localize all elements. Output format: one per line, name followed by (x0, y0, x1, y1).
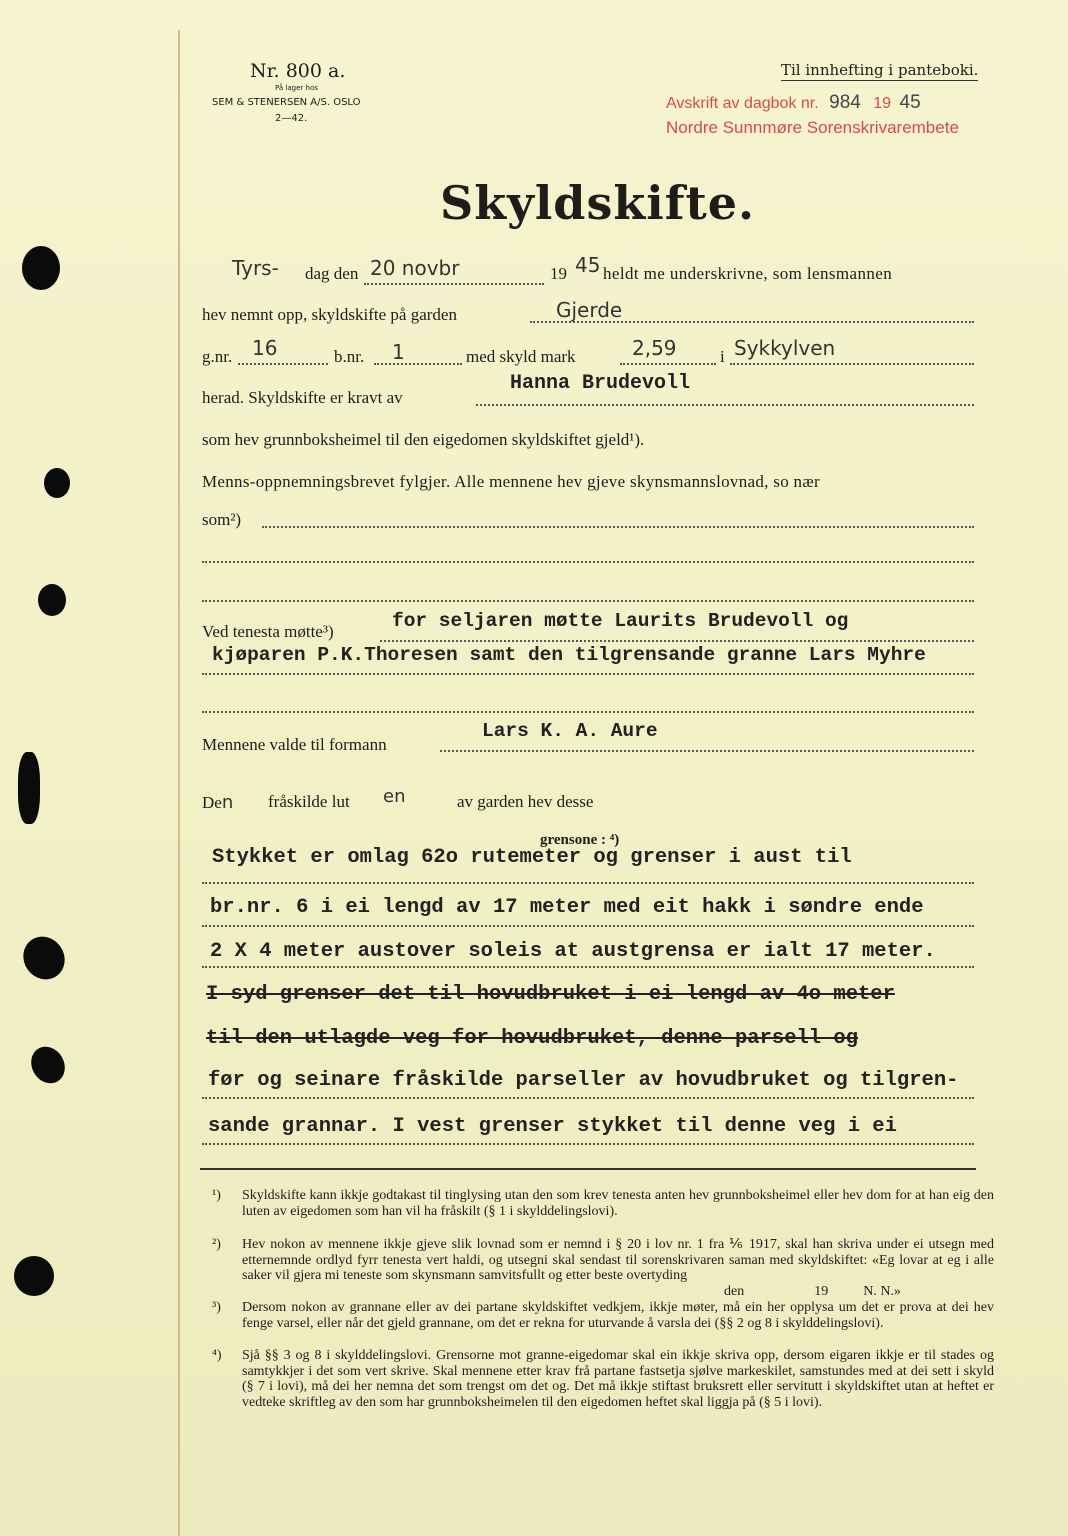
margin-rule (178, 30, 180, 1536)
date-fill-line (364, 283, 544, 285)
office-stamp: Nordre Sunnmøre Sorenskrivarembete (666, 118, 959, 137)
lut-fill: en (383, 786, 406, 807)
skyld-fill-line (620, 363, 716, 365)
weekday-fill: Tyrs- (232, 256, 279, 280)
municipality-fill-line (730, 363, 974, 365)
garden-label: av garden hev desse (457, 792, 594, 811)
formann-fill-line (440, 750, 974, 752)
requester-fill: Hanna Brudevoll (510, 372, 691, 395)
som-label: som²) (202, 510, 242, 529)
grensone-label: grensone : ⁴) (540, 832, 620, 848)
footnote-number: ²) (212, 1237, 221, 1252)
blank-fill-line (202, 600, 974, 602)
requester-fill-line (476, 404, 974, 406)
boundary-line: til den utlagde veg for hovudbruket, denne parsell og (206, 1027, 859, 1050)
date-fill: 20 novbr (370, 256, 460, 280)
footnote-number: ³) (212, 1300, 221, 1315)
boundary-line: sande grannar. I vest grenser stykket til denne veg i ei (208, 1115, 897, 1138)
den-label (202, 792, 233, 813)
boundary-line: br.nr. 6 i ei lengd av 17 meter med eit hakk i søndre ende (210, 896, 924, 919)
formann-label: Mennene valde til formann (202, 735, 387, 754)
dagbok-number: 984 (829, 92, 861, 113)
boundary-line: 2 X 4 meter austover soleis at austgrensa er ialt 17 meter. (210, 940, 936, 963)
bnr-label: b.nr. (334, 347, 365, 366)
attendance-fill-line (202, 673, 974, 675)
footnote-text: Hev nokon av mennene ikkje gjeve slik lovnad som er nemnd i § 20 i lov nr. 1 fra ⅙ 1917, skal han skriva under ei utsegn med etternemnde ordlyd fyrr tenesta vert haldi, og utsegni skal sendast til sorenskrivaren saman med skyldskiftet: «Eg lovar at eg i alle saker vil gjera mi teneste som skynsmann samvitsfullt og etter beste overtyding (242, 1237, 994, 1283)
punch-hole (44, 468, 70, 498)
gnr-fill: 16 (252, 336, 278, 360)
punch-hole (25, 1041, 72, 1090)
dag-label: dag den (305, 264, 359, 283)
formann-fill: Lars K. A. Aure (482, 720, 658, 742)
attendance-line-2: kjøparen P.K.Thoresen samt den tilgrensande granne Lars Myhre (212, 644, 926, 666)
den-fill: n (221, 792, 234, 813)
bnr-fill-line (374, 363, 462, 365)
i-label: i (720, 347, 725, 366)
tenesta-label: Ved tenesta møtte³) (202, 622, 334, 641)
boundary-line: Stykket er omlag 62o rutemeter og grenser i aust til (212, 846, 852, 869)
printer-prefix: På lager hos (275, 84, 318, 92)
footnote-rule (200, 1168, 976, 1170)
boundary-line: I syd grenser det til hovudbruket i ei lengd av 4o meter (206, 983, 895, 1006)
boundary-line: før og seinare fråskilde parseller av hovudbruket og tilgren- (208, 1069, 959, 1092)
form-line-1-text: heldt me underskrivne, som lensmannen (603, 264, 893, 283)
print-date: 2—42. (275, 113, 308, 124)
attendance-line-1: for seljaren møtte Laurits Brudevoll og (392, 610, 849, 632)
som-fill-line (262, 526, 974, 528)
year-prefix: 19 (550, 264, 567, 283)
footnote-text: Skyldskifte kann ikkje godtakast til tinglysing utan den som krev tenesta anten hev grunnboksheimel eller hev dom for at han eig den luten av eigedomen som han vil ha fråskilt (§ 1 i skylddelingslovi). (242, 1188, 994, 1219)
lut-label: fråskilde lut (268, 792, 350, 811)
page-title: Skyldskifte. (440, 176, 756, 230)
form-line-6: Menns-oppnemningsbrevet fylgjer. Alle mennene hev gjeve skynsmannslovnad, so nær (202, 472, 820, 491)
herad-text: herad. Skyldskifte er kravt av (202, 388, 403, 407)
footnote-text: Sjå §§ 3 og 8 i skylddelingslovi. Grensorne mot granne-eigedomar skal ein ikkje skriva opp, dersom eigaren ikkje er til stades og samtykkjer i det som vert skrive. Skal mennene etter krav frå partane fastsetja sjølve markeskilet, samstundes med at dei sett i skyld (§ 7 i lovi), må dei her nemna det som trengst om det og. Det må ikkje stiftast bruksrett eller servitutt i skyldskiftet utan at heftet er vedteke skriftleg av den som har grunnboksheimelen til den eigedomen heftet skal liggja på (§ 5 i lovi). (242, 1348, 994, 1410)
den-label-text: De (202, 793, 222, 812)
blank-fill-line (202, 711, 974, 713)
insert-note: Til innhefting i panteboki. (781, 61, 979, 79)
dagbok-label: Avskrift av dagbok nr. (666, 95, 819, 112)
boundary-fill-line (202, 966, 974, 968)
boundary-fill-line (202, 1143, 974, 1145)
dagbok-year-suffix: 45 (899, 92, 921, 113)
footnote-number: ¹) (212, 1188, 221, 1203)
gnr-label: g.nr. (202, 347, 233, 366)
skyld-fill: 2,59 (632, 336, 677, 360)
gnr-fill-line (238, 363, 328, 365)
punch-hole (18, 752, 40, 824)
punch-hole (15, 929, 73, 988)
year-fill: 45 (575, 253, 601, 277)
printer-name: SEM & STENERSEN A/S. OSLO (212, 97, 361, 108)
form-line-5: som hev grunnboksheimel til den eigedomen skyldskiftet gjeld¹). (202, 430, 645, 449)
form-line-2-text: hev nemnt opp, skyldskifte på garden (202, 305, 457, 324)
bnr-fill: 1 (392, 340, 405, 364)
blank-fill-line (202, 561, 974, 563)
boundary-fill-line (202, 925, 974, 927)
punch-hole (14, 1256, 54, 1296)
farm-fill: Gjerde (556, 298, 623, 322)
dagbok-stamp (666, 92, 921, 114)
footnote-number: ⁴) (212, 1348, 222, 1363)
punch-hole (38, 584, 66, 616)
footnote-text: Dersom nokon av grannane eller av dei partane skyldskiftet vedkjem, ikkje møter, må ein her opplysa um det er prova at dei hev fenge varsel, eller når det gjeld grannane, om det er rekna for uturvande å varsla dei (§§ 2 og 8 i skylddelingslovi). (242, 1300, 994, 1331)
footnote-text: den 19 N. N.» (724, 1284, 901, 1299)
skyld-label: med skyld mark (466, 347, 576, 366)
municipality-fill: Sykkylven (734, 336, 836, 360)
boundary-fill-line (202, 1097, 974, 1099)
boundary-fill-line (202, 882, 974, 884)
attendance-fill-line (380, 640, 974, 642)
punch-hole (22, 246, 60, 290)
form-number: Nr. 800 a. (250, 60, 346, 82)
dagbok-year-prefix: 19 (873, 95, 892, 112)
